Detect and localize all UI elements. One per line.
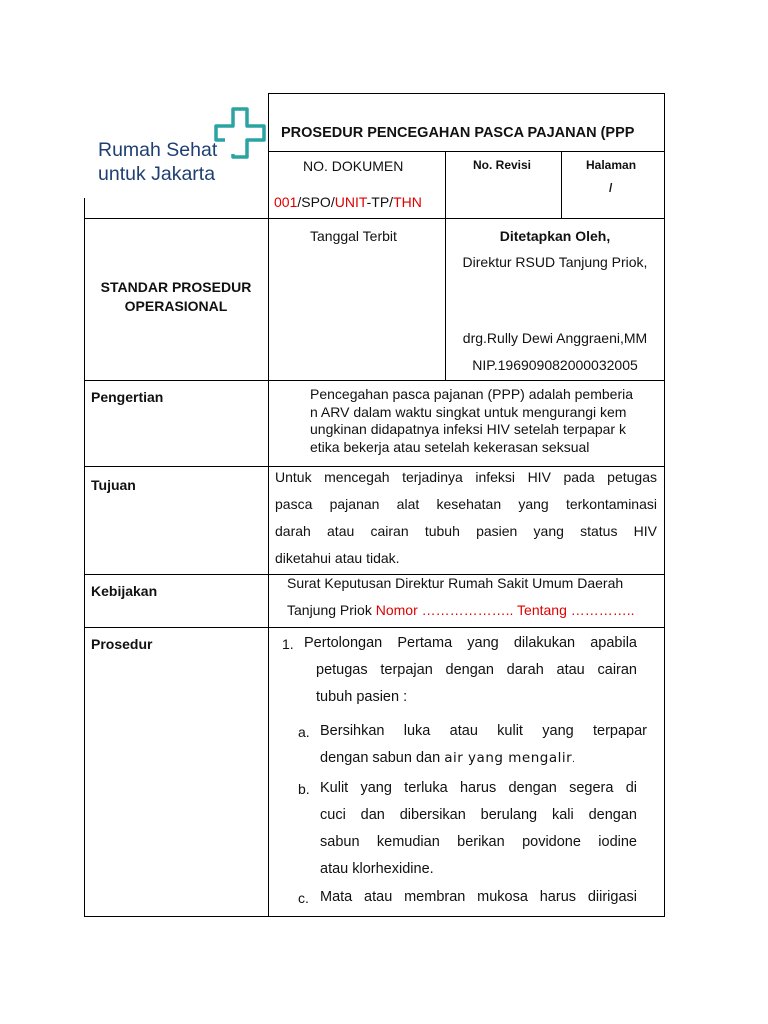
kebijakan-line-2: [287, 602, 635, 618]
sub-c-text: [320, 884, 637, 911]
sub-a-line-2: dengan sabun dan air yang mengalir.: [320, 750, 575, 766]
document-title: PROSEDUR PENCEGAHAN PASCA PAJANAN (PPP: [281, 125, 635, 141]
pengertian-line: ungkinan didapatnya infeksi HIV setelah terpapar k: [310, 421, 626, 437]
sub-c-line: Mata atau membran mukosa harus diirigasi: [320, 889, 637, 905]
pengertian-text: [310, 386, 633, 456]
sub-b-text: [320, 775, 637, 883]
tujuan-line: Untuk mencegah terjadinya infeksi HIV pada petugas: [275, 469, 657, 485]
tujuan-line: pasca pajanan alat kesehatan yang terkontaminasi: [275, 496, 657, 512]
kebijakan-line-1: Surat Keputusan Direktur Rumah Sakit Umum Daerah: [287, 575, 624, 591]
sub-b-line: Kulit yang terluka harus dengan segera di: [320, 780, 637, 796]
sub-a-marker: a.: [298, 724, 310, 740]
approver-name: drg.Rully Dewi Anggraeni,MM: [462, 330, 648, 346]
doc-number-label: NO. DOKUMEN: [303, 158, 404, 174]
sub-a-line: Bersihkan luka atau kulit yang terpapar: [320, 723, 647, 739]
sub-c-marker: c.: [298, 890, 309, 906]
tujuan-line: darah atau cairan tubuh pasien yang status HIV: [275, 523, 657, 539]
kebijakan-placeholder: Nomor ……………….. Tentang …………..: [375, 602, 635, 618]
issue-date-label: Tanggal Terbit: [310, 228, 397, 244]
doc-number-value: 001/SPO/UNIT-TP/THN: [274, 194, 422, 210]
sub-b-line: sabun kemudian berikan povidone iodine: [320, 834, 637, 850]
sop-label-line-1: STANDAR PROSEDUR: [100, 279, 252, 295]
approved-by-label: Ditetapkan Oleh,: [499, 228, 611, 244]
item-1-text: [304, 630, 637, 657]
sub-b-line: atau klorhexidine.: [320, 861, 434, 877]
approver-nip: NIP.196909082000032005: [472, 357, 638, 373]
page-label: Halaman: [586, 158, 637, 172]
pengertian-line: n ARV dalam waktu singkat untuk mengurangi kem: [310, 403, 627, 420]
logo-line-1: Rumah Sehat: [98, 139, 218, 161]
logo-text: [98, 138, 217, 186]
kebijakan-label: Kebijakan: [91, 583, 158, 599]
prosedur-label: Prosedur: [91, 636, 153, 652]
plus-cross-icon: [213, 106, 267, 160]
item-1-number: 1.: [282, 636, 294, 652]
pengertian-line: etika bekerja atau setelah kekerasan seksual: [310, 438, 590, 455]
sub-b-line: cuci dan dibersikan berulang kali dengan: [320, 807, 637, 823]
page-value: /: [609, 181, 613, 195]
item-1-continuation: [316, 657, 637, 711]
sub-a-text: [320, 718, 647, 773]
approver-title: Direktur RSUD Tanjung Priok,: [462, 254, 648, 270]
item-1-line: Pertolongan Pertama yang dilakukan apabila: [304, 635, 637, 651]
pengertian-label: Pengertian: [91, 389, 164, 405]
item-1-line: tubuh pasien :: [316, 689, 408, 705]
kebijakan-text: Tanjung Priok: [287, 602, 376, 618]
pengertian-line: Pencegahan pasca pajanan (PPP) adalah pemberia: [310, 386, 634, 402]
sop-label-line-2: OPERASIONAL: [124, 298, 228, 314]
tujuan-label: Tujuan: [91, 477, 136, 493]
item-1-line: petugas terpajan dengan darah atau cairan: [316, 662, 637, 678]
tujuan-text: [275, 464, 657, 572]
tujuan-line: diketahui atau tidak.: [275, 550, 400, 566]
revision-label: No. Revisi: [473, 158, 532, 172]
sub-b-marker: b.: [298, 781, 310, 797]
sop-label: [84, 278, 268, 316]
logo-line-2: untuk Jakarta: [98, 163, 216, 185]
